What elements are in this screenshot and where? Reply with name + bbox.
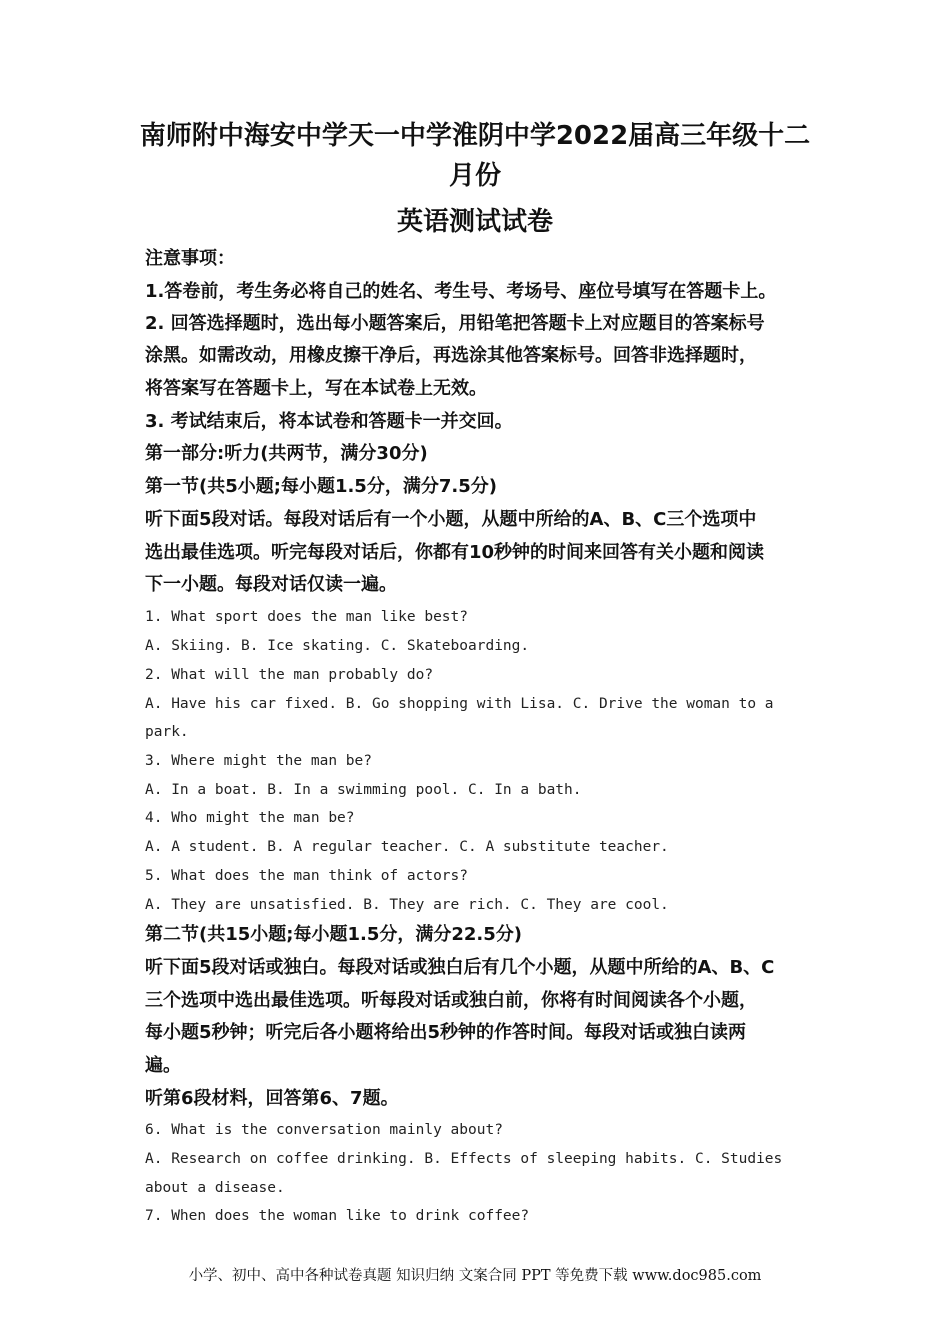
title-line-2: 月份 bbox=[448, 161, 501, 191]
notice-item-2-line-1: 2. 回答选择题时，选出每小题答案后，用铅笔把答题卡上对应题目的答案标号 bbox=[145, 313, 765, 334]
material-6-heading: 听第6段材料，回答第6、7题。 bbox=[145, 1088, 399, 1109]
question-1: 1. What sport does the man like best? bbox=[145, 609, 469, 625]
section1-instructions-line-2: 选出最佳选项。听完每段对话后，你都有10秒钟的时间来回答有关小题和阅读 bbox=[145, 542, 765, 563]
notice-item-1: 1.答卷前，考生务必将自己的姓名、考生号、考场号、座位号填写在答题卡上。 bbox=[145, 281, 777, 302]
question-1-options: A. Skiing. B. Ice skating. C. Skateboarding. bbox=[145, 638, 530, 654]
notice-heading: 注意事项： bbox=[145, 248, 235, 269]
section1-instructions-line-1: 听下面5段对话。每段对话后有一个小题，从题中所给的A、B、C三个选项中 bbox=[145, 509, 757, 530]
section2-instructions-line-3: 每小题5秒钟；听完后各小题将给出5秒钟的作答时间。每段对话或独白读两 bbox=[145, 1022, 747, 1043]
title-line-1: 南师附中海安中学天一中学淮阴中学2022届高三年级十二 bbox=[139, 121, 811, 151]
section2-instructions-line-2: 三个选项中选出最佳选项。听每段对话或独白前，你将有时间阅读各个小题， bbox=[145, 990, 757, 1011]
section2-instructions-line-1: 听下面5段对话或独白。每段对话或独白后有几个小题，从题中所给的A、B、C bbox=[145, 957, 775, 978]
question-4: 4. Who might the man be? bbox=[145, 810, 355, 826]
section2-instructions-line-4: 遍。 bbox=[145, 1055, 181, 1076]
section1-instructions-line-3: 下一小题。每段对话仅读一遍。 bbox=[145, 574, 397, 595]
question-3: 3. Where might the man be? bbox=[145, 753, 372, 769]
question-4-options: A. A student. B. A regular teacher. C. A substitute teacher. bbox=[145, 839, 669, 855]
question-6: 6. What is the conversation mainly about? bbox=[145, 1122, 503, 1138]
section1-heading: 第一节(共5小题;每小题1.5分，满分7.5分) bbox=[145, 476, 497, 497]
question-2: 2. What will the man probably do? bbox=[145, 667, 434, 683]
question-7: 7. When does the woman like to drink coffee? bbox=[145, 1208, 530, 1224]
subtitle: 英语测试试卷 bbox=[396, 207, 553, 237]
question-5-options: A. They are unsatisfied. B. They are rich. C. They are cool. bbox=[145, 897, 669, 913]
question-3-options: A. In a boat. B. In a swimming pool. C. In a bath. bbox=[145, 782, 582, 798]
question-2-options-line-1: A. Have his car fixed. B. Go shopping with Lisa. C. Drive the woman to a bbox=[145, 696, 774, 712]
notice-item-2-line-2: 涂黑。如需改动，用橡皮擦干净后，再选涂其他答案标号。回答非选择题时， bbox=[145, 345, 757, 366]
question-5: 5. What does the man think of actors? bbox=[145, 868, 469, 884]
footer-watermark: 小学、初中、高中各种试卷真题 知识归纳 文案合同 PPT 等免费下载 www.doc985.com bbox=[188, 1268, 762, 1284]
question-6-options-line-1: A. Research on coffee drinking. B. Effects of sleeping habits. C. Studies bbox=[145, 1151, 783, 1167]
notice-item-3: 3. 考试结束后，将本试卷和答题卡一并交回。 bbox=[145, 411, 513, 432]
section2-heading: 第二节(共15小题;每小题1.5分，满分22.5分) bbox=[145, 924, 522, 945]
notice-item-2-line-3: 将答案写在答题卡上，写在本试卷上无效。 bbox=[145, 378, 487, 399]
question-2-options-line-2: park. bbox=[145, 724, 189, 740]
question-6-options-line-2: about a disease. bbox=[145, 1180, 285, 1196]
part1-heading: 第一部分:听力(共两节，满分30分) bbox=[145, 443, 428, 464]
